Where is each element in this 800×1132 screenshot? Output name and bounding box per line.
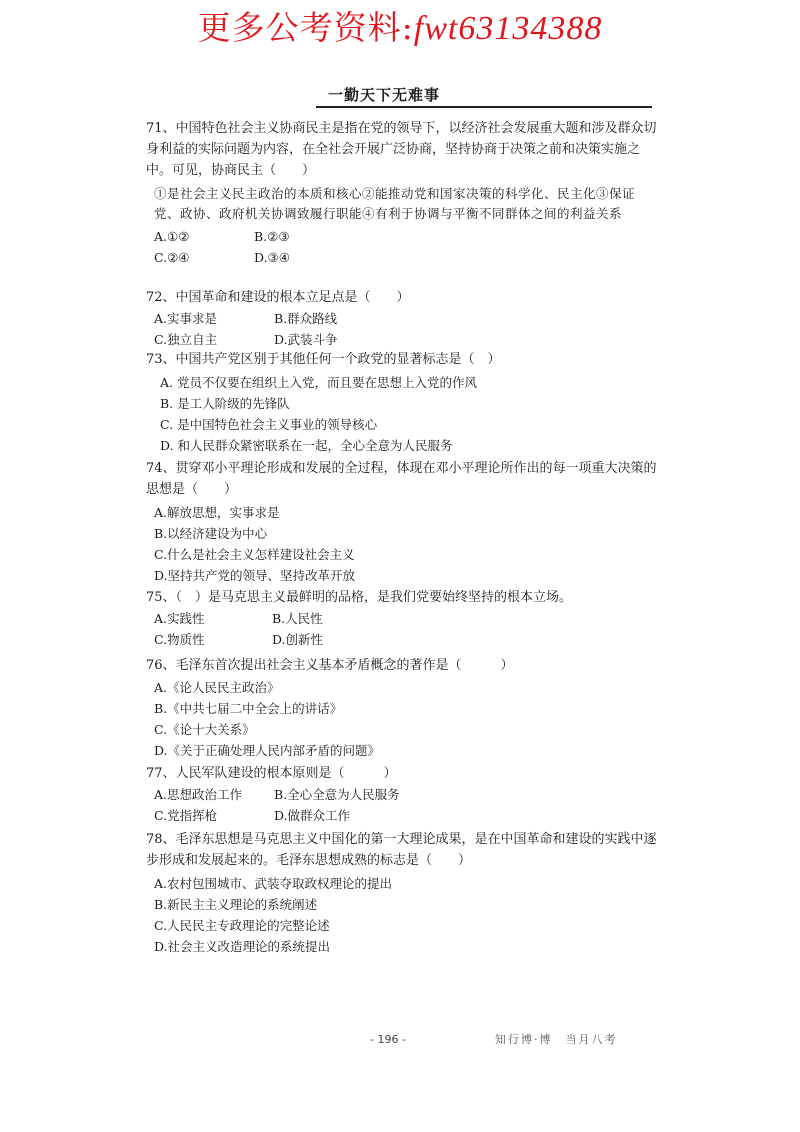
header-title: 一勤天下无难事 <box>328 86 441 104</box>
banner-code: fwt63134388 <box>413 10 603 47</box>
question-stem: 74、贯穿邓小平理论形成和发展的全过程，体现在邓小平理论所作出的每一项重大决策的思想是（ ） <box>146 461 657 497</box>
option-d[interactable]: D.③④ <box>254 250 290 265</box>
option-b[interactable]: B.以经济建设为中心 <box>154 526 268 541</box>
option-b[interactable]: B.②③ <box>254 229 290 244</box>
options <box>160 372 658 456</box>
banner-text: 更多公考资料: <box>197 8 414 47</box>
option-a[interactable]: A.实践性 <box>154 611 205 626</box>
option-a[interactable]: A.思想政治工作 <box>154 787 243 802</box>
page-number: - 196 - <box>370 1033 406 1046</box>
option-a[interactable]: A.实事求是 <box>154 311 218 326</box>
question-stem: 72、中国革命和建设的根本立足点是（ ） <box>146 290 410 305</box>
option-a[interactable]: A. 党员不仅要在组织上入党，而且要在思想上入党的作风 <box>160 375 477 390</box>
option-c[interactable]: C.②④ <box>154 250 190 265</box>
option-b[interactable]: B.新民主主义理论的系统阐述 <box>154 897 318 912</box>
option-d[interactable]: D.《关于正确处理人民内部矛盾的问题》 <box>154 743 381 758</box>
option-b[interactable]: B.人民性 <box>272 611 323 626</box>
option-a[interactable]: A.农村包围城市、武装夺取政权理论的提出 <box>154 876 393 891</box>
question-stem: 77、人民军队建设的根本原则是（ ） <box>146 766 397 781</box>
promo-banner <box>0 8 800 49</box>
question-77 <box>146 763 658 826</box>
question-74 <box>146 458 658 586</box>
options <box>154 226 658 268</box>
option-d[interactable]: D.社会主义改造理论的系统提出 <box>154 939 331 954</box>
question-stem: 76、毛泽东首次提出社会主义基本矛盾概念的著作是（ ） <box>146 658 514 673</box>
option-c[interactable]: C.物质性 <box>154 632 205 647</box>
option-d[interactable]: D.做群众工作 <box>274 808 351 823</box>
option-b[interactable]: B.群众路线 <box>274 311 338 326</box>
options <box>154 308 658 350</box>
option-c[interactable]: C.独立自主 <box>154 332 218 347</box>
question-72 <box>146 287 658 350</box>
option-d[interactable]: D. 和人民群众紧密联系在一起，全心全意为人民服务 <box>160 438 453 453</box>
question-75 <box>146 587 658 650</box>
question-stem: 75、（ ）是马克思主义最鲜明的品格，是我们党要始终坚持的根本立场。 <box>146 590 573 605</box>
option-c[interactable]: C. 是中国特色社会主义事业的领导核心 <box>160 417 378 432</box>
options <box>154 608 658 650</box>
question-78 <box>146 829 658 957</box>
option-c[interactable]: C.什么是社会主义怎样建设社会主义 <box>154 547 355 562</box>
option-d[interactable]: D.武装斗争 <box>274 332 338 347</box>
option-a[interactable]: A.①② <box>154 229 190 244</box>
question-76 <box>146 655 658 761</box>
option-b[interactable]: B.全心全意为人民服务 <box>274 787 400 802</box>
option-b[interactable]: B.《中共七届二中全会上的讲话》 <box>154 701 343 716</box>
options <box>154 677 658 761</box>
option-a[interactable]: A.《论人民民主政治》 <box>154 680 280 695</box>
question-stem: 71、中国特色社会主义协商民主是指在党的领导下，以经济社会发展重大题和涉及群众切身利益的实际问题为内容，在全社会开展广泛协商，坚持协商于决策之前和决策实施之中。可见，协商民主（ ） <box>146 121 657 178</box>
question-stem: 73、中国共产党区别于其他任何一个政党的显著标志是（ ） <box>146 352 501 367</box>
question-stem: 78、毛泽东思想是马克思主义中国化的第一大理论成果，是在中国革命和建设的实践中逐步形成和发展起来的。毛泽东思想成熟的标志是（ ） <box>146 832 657 868</box>
question-73 <box>146 349 658 456</box>
option-c[interactable]: C.人民民主专政理论的完整论述 <box>154 918 330 933</box>
page-header <box>316 84 652 108</box>
option-c[interactable]: C.党指挥枪 <box>154 808 218 823</box>
option-c[interactable]: C.《论十大关系》 <box>154 722 255 737</box>
option-d[interactable]: D.坚持共产党的领导、坚持改革开放 <box>154 568 356 583</box>
options <box>154 784 658 826</box>
option-d[interactable]: D.创新性 <box>272 632 324 647</box>
option-a[interactable]: A.解放思想，实事求是 <box>154 505 280 520</box>
option-b[interactable]: B. 是工人阶级的先锋队 <box>160 396 290 411</box>
options <box>154 502 658 586</box>
question-71 <box>146 118 658 268</box>
footer-text: 知行博·博 当月八考 <box>495 1033 618 1046</box>
question-description: ①是社会主义民主政治的本质和核心②能推动党和国家决策的科学化、民主化③保证党、政协、政府机关协调致履行职能④有利于协调与平衡不同群体之间的利益关系 <box>154 186 636 221</box>
options <box>154 873 658 957</box>
